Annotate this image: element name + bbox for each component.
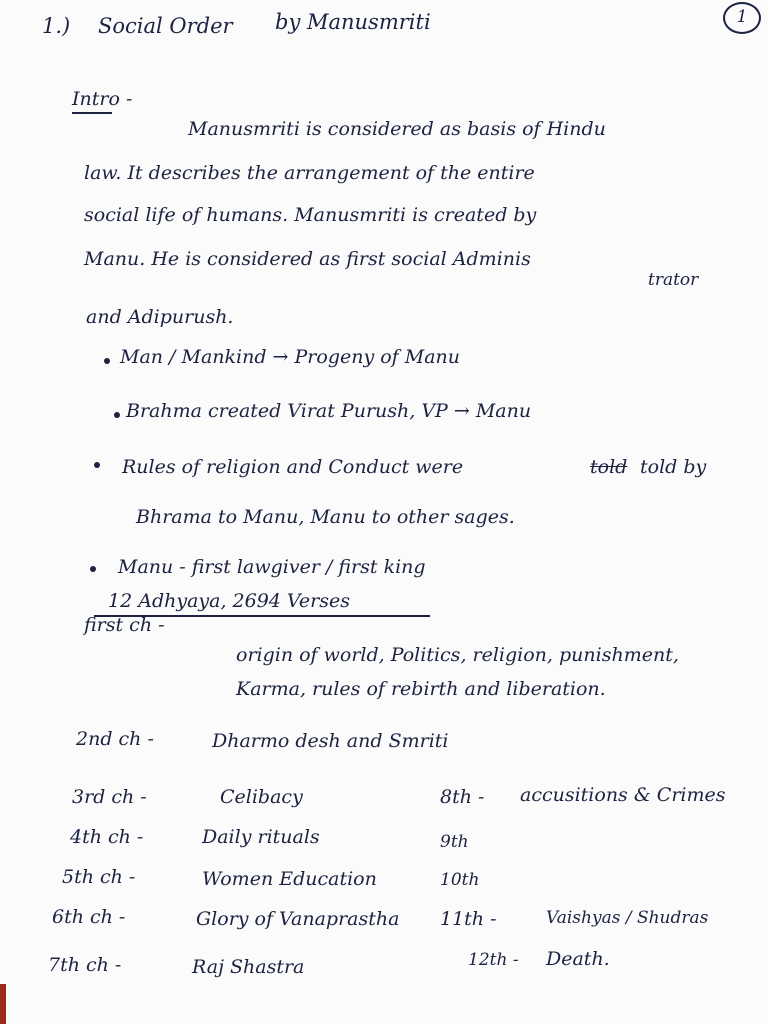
first-ch-line-1: origin of world, Politics, religion, punishment, <box>236 644 679 666</box>
intro-line-4b: trator <box>648 270 699 290</box>
first-ch-label: first ch - <box>84 614 165 636</box>
heading-number: 1.) <box>42 14 71 38</box>
page-edge-mark <box>0 984 6 1024</box>
ch3-text: Celibacy <box>220 786 303 808</box>
intro-line-4: Manu. He is considered as first social Adminis <box>84 248 531 270</box>
bullet-dot <box>94 462 100 468</box>
intro-underline <box>72 112 112 114</box>
ch9-label: 9th <box>440 832 469 852</box>
ch11-label: 11th - <box>440 908 497 930</box>
ch5-label: 5th ch - <box>62 866 136 888</box>
ch8-label: 8th - <box>440 786 485 808</box>
heading-by: by Manusmriti <box>275 10 431 34</box>
ch11-text: Vaishyas / Shudras <box>546 908 709 928</box>
bullet-dot <box>104 358 110 364</box>
intro-line-5: and Adipurush. <box>86 306 234 328</box>
bullet-2: Brahma created Virat Purush, VP → Manu <box>126 400 532 422</box>
page-number: 1 <box>723 2 761 34</box>
bullet-3b: told by <box>640 456 707 478</box>
ch2-label: 2nd ch - <box>76 728 154 750</box>
ch6-label: 6th ch - <box>52 906 126 928</box>
ch4-text: Daily rituals <box>202 826 320 848</box>
bullet-dot <box>90 566 96 572</box>
intro-label: Intro - <box>72 88 133 110</box>
ch5-text: Women Education <box>202 868 377 890</box>
adhyaya-line: 12 Adhyaya, 2694 Verses <box>108 590 350 612</box>
ch6-text: Glory of Vanaprastha <box>196 908 400 930</box>
bullet-3-struck: told <box>590 456 628 478</box>
ch12-text: Death. <box>546 948 610 970</box>
ch8-text: accusitions & Crimes <box>520 784 726 806</box>
ch10-label: 10th <box>440 870 480 890</box>
first-ch-line-2: Karma, rules of rebirth and liberation. <box>236 678 606 700</box>
intro-line-3: social life of humans. Manusmriti is created by <box>84 204 537 226</box>
ch3-label: 3rd ch - <box>72 786 147 808</box>
bullet-dot <box>114 412 120 418</box>
ch7-text: Raj Shastra <box>192 956 305 978</box>
ch4-label: 4th ch - <box>70 826 144 848</box>
bullet-4: Manu - first lawgiver / first king <box>118 556 426 578</box>
heading-title: Social Order <box>98 14 233 38</box>
bullet-3c: Bhrama to Manu, Manu to other sages. <box>136 506 515 528</box>
ch12-label: 12th - <box>468 950 519 970</box>
bullet-3a: Rules of religion and Conduct were <box>122 456 464 478</box>
intro-line-1: Manusmriti is considered as basis of Hindu <box>188 118 606 140</box>
bullet-1: Man / Mankind → Progeny of Manu <box>120 346 460 368</box>
ch7-label: 7th ch - <box>48 954 122 976</box>
intro-line-2: law. It describes the arrangement of the entire <box>84 162 535 184</box>
ch2-text: Dharmo desh and Smriti <box>212 730 449 752</box>
